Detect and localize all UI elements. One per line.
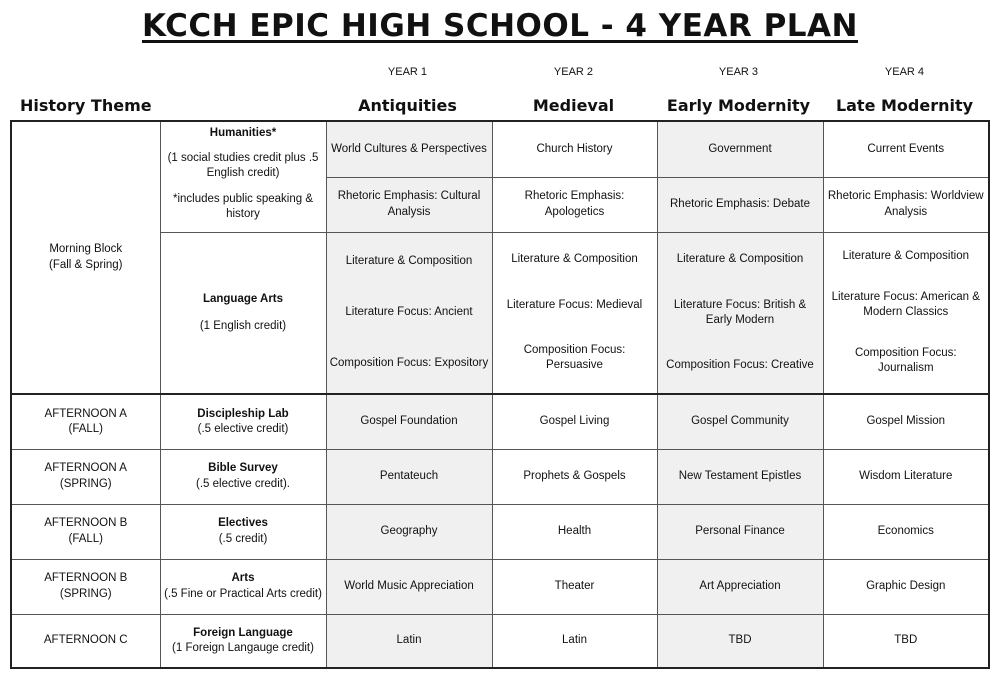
course-y4: Economics [823, 504, 989, 559]
course-y2: Health [492, 504, 657, 559]
afternoon-subject-cell [160, 559, 326, 614]
la-literature-focus: Literature Focus: American & Modern Classics [831, 290, 980, 319]
la-literature-focus: Literature Focus: British & Early Modern [673, 298, 807, 326]
course-y1: Geography [326, 504, 492, 559]
subject-credit: (.5 elective credit) [197, 422, 289, 435]
afternoon-block-cell [11, 504, 160, 559]
la-composition-focus: Composition Focus: Creative [666, 359, 814, 372]
subject-credit: (.5 credit) [218, 532, 268, 545]
subject-title: Arts [231, 572, 255, 585]
la-course-name: Literature & Composition [842, 250, 970, 263]
course-y3: TBD [657, 614, 823, 668]
humanities-course-row [11, 121, 989, 177]
la-course-name: Literature & Composition [511, 252, 638, 265]
humanities-credit: (1 social studies credit plus .5 English credit) [167, 152, 319, 180]
course-y4: Wisdom Literature [823, 449, 989, 504]
afternoon-block-cell [11, 614, 160, 668]
history-theme-label: History Theme [20, 96, 152, 115]
afternoon-term-label: (SPRING) [59, 477, 112, 490]
era-early-modernity: Early Modernity [666, 96, 811, 115]
course-y2: Gospel Living [492, 394, 657, 449]
humanities-course-y1: World Cultures & Perspectives [326, 121, 492, 177]
course-y1: Latin [326, 614, 492, 668]
afternoon-block-cell [11, 449, 160, 504]
course-y3: Art Appreciation [657, 559, 823, 614]
la-literature-focus: Literature Focus: Medieval [506, 298, 643, 311]
page-title: KCCH EPIC HIGH SCHOOL - 4 YEAR PLAN [142, 8, 858, 44]
morning-block-sub: (Fall & Spring) [49, 258, 123, 271]
rhetoric-y4: Rhetoric Emphasis: Worldview Analysis [823, 177, 989, 232]
la-course-name: Literature & Composition [676, 252, 804, 265]
humanities-course-y4: Current Events [823, 121, 989, 177]
afternoon-block-label: AFTERNOON B [44, 572, 128, 585]
rhetoric-y2: Rhetoric Emphasis: Apologetics [492, 177, 657, 232]
subject-credit: (1 Foreign Langauge credit) [172, 641, 314, 654]
afternoon-subject-cell [160, 449, 326, 504]
era-late-modernity: Late Modernity [835, 96, 974, 115]
la-literature-focus: Literature Focus: Ancient [345, 306, 473, 319]
humanities-course-y2: Church History [492, 121, 657, 177]
afternoon-row-electives [11, 504, 989, 559]
afternoon-block-label: AFTERNOON A [44, 407, 127, 420]
year-3-label: YEAR 3 [718, 66, 759, 78]
era-medieval: Medieval [532, 96, 615, 115]
subject-title: Foreign Language [193, 626, 293, 639]
language-arts-title: Language Arts [202, 292, 284, 305]
la-composition-focus: Composition Focus: Persuasive [523, 344, 626, 372]
afternoon-row-bible-survey [11, 449, 989, 504]
afternoon-row-arts [11, 559, 989, 614]
subject-credit: (.5 Fine or Practical Arts credit) [164, 587, 322, 600]
afternoon-term-label: (FALL) [68, 532, 103, 545]
afternoon-subject-cell [160, 394, 326, 449]
course-y2: Prophets & Gospels [492, 449, 657, 504]
rhetoric-y3: Rhetoric Emphasis: Debate [657, 177, 823, 232]
course-y4: Gospel Mission [823, 394, 989, 449]
subject-title: Electives [218, 517, 268, 530]
subject-credit: (.5 elective credit). [196, 477, 290, 490]
afternoon-subject-cell [160, 614, 326, 668]
course-y2: Theater [492, 559, 657, 614]
year-1-label: YEAR 1 [387, 66, 428, 78]
afternoon-row-foreign-language [11, 614, 989, 668]
afternoon-term-label: (FALL) [68, 422, 103, 435]
la-course-name: Literature & Composition [345, 255, 473, 268]
morning-block-label: Morning Block [49, 243, 123, 256]
afternoon-subject-cell [160, 504, 326, 559]
la-composition-focus: Composition Focus: Journalism [854, 346, 957, 374]
afternoon-block-label: AFTERNOON B [44, 517, 128, 530]
language-arts-credit: (1 English credit) [199, 319, 287, 332]
course-y3: Gospel Community [657, 394, 823, 449]
afternoon-block-cell [11, 394, 160, 449]
humanities-title: Humanities* [209, 127, 277, 139]
language-arts-y2 [492, 232, 657, 394]
year-2-label: YEAR 2 [553, 66, 594, 78]
afternoon-block-label: AFTERNOON C [43, 634, 128, 647]
humanities-note: *includes public speaking & history [172, 192, 313, 220]
subject-title: Bible Survey [208, 462, 278, 475]
course-y3: Personal Finance [657, 504, 823, 559]
course-y4: Graphic Design [823, 559, 989, 614]
course-y1: Gospel Foundation [326, 394, 492, 449]
language-arts-subject-cell [160, 232, 326, 394]
course-y3: New Testament Epistles [657, 449, 823, 504]
afternoon-row-discipleship [11, 394, 989, 449]
humanities-subject-cell [160, 121, 326, 232]
afternoon-block-label: AFTERNOON A [44, 462, 127, 475]
rhetoric-y1: Rhetoric Emphasis: Cultural Analysis [326, 177, 492, 232]
subject-title: Discipleship Lab [197, 407, 289, 420]
language-arts-y3 [657, 232, 823, 394]
era-antiquities: Antiquities [358, 96, 457, 115]
language-arts-y4 [823, 232, 989, 394]
course-y1: World Music Appreciation [326, 559, 492, 614]
la-composition-focus: Composition Focus: Expository [329, 356, 489, 369]
afternoon-block-cell [11, 559, 160, 614]
morning-block-cell [11, 121, 160, 394]
plan-table [10, 120, 990, 669]
year-4-label: YEAR 4 [884, 66, 925, 78]
course-y1: Pentateuch [326, 449, 492, 504]
course-y2: Latin [492, 614, 657, 668]
humanities-course-y3: Government [657, 121, 823, 177]
course-y4: TBD [823, 614, 989, 668]
afternoon-term-label: (SPRING) [59, 587, 112, 600]
language-arts-y1 [326, 232, 492, 394]
